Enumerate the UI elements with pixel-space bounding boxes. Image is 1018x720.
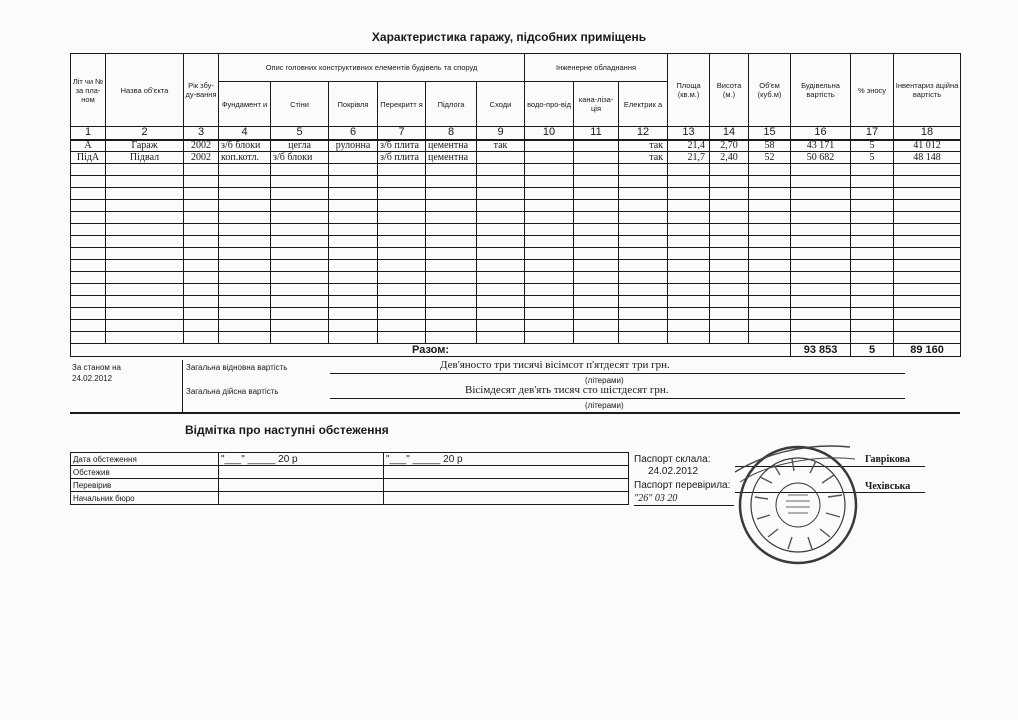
cell-walls: з/б блоки	[271, 152, 329, 164]
cell-area: 21,4	[668, 140, 710, 152]
cell-water	[525, 152, 574, 164]
cell-year: 2002	[184, 152, 219, 164]
empty-row	[71, 320, 961, 332]
column-number: 6	[329, 127, 378, 140]
column-number: 13	[668, 127, 710, 140]
header-year: Рік збу-ду-вання	[184, 54, 219, 127]
cell-build-cost: 50 682	[791, 152, 851, 164]
totals-wear: 5	[851, 344, 894, 357]
column-number: 17	[851, 127, 894, 140]
underline	[330, 398, 905, 399]
inspection-row-label: Дата обстеження	[71, 453, 219, 466]
passport-checked-label: Паспорт перевірила:	[634, 480, 731, 491]
header-build-cost: Будівельна вартість	[791, 54, 851, 127]
cell-ceiling: з/б плита	[378, 140, 426, 152]
cell-sewer	[574, 140, 619, 152]
column-number: 18	[894, 127, 961, 140]
header-stairs: Сходи	[477, 82, 525, 127]
actual-cost-label: Загальна дійсна вартість	[186, 387, 279, 396]
header-name: Назва об'єкта	[106, 54, 184, 127]
totals-inventory-cost: 89 160	[894, 344, 961, 357]
empty-row	[71, 200, 961, 212]
header-sewer: кана-ліза-ція	[574, 82, 619, 127]
cell-wear: 5	[851, 152, 894, 164]
passport-compiled-name: Гаврікова	[865, 454, 911, 465]
document-title: Характеристика гаражу, підсобних приміщень	[371, 30, 647, 44]
column-number: 16	[791, 127, 851, 140]
cell-water	[525, 140, 574, 152]
cell-name: Підвал	[106, 152, 184, 164]
empty-row	[71, 272, 961, 284]
empty-row	[71, 188, 961, 200]
passport-checked-date: "26" 03 20	[634, 493, 678, 504]
passport-compiled-date: 24.02.2012	[648, 466, 699, 477]
replacement-cost-value: Дев'яносто три тисячі вісімсот п'ятдесят три грн.	[440, 359, 670, 371]
cell-litera: ПідА	[71, 152, 106, 164]
column-number: 4	[219, 127, 271, 140]
cell-volume: 52	[749, 152, 791, 164]
passport-compiled-label: Паспорт склала:	[634, 454, 711, 465]
as-of-date: 24.02.2012	[72, 374, 113, 383]
header-inventory-cost: Інвентариз аційна вартість	[894, 54, 961, 127]
empty-row	[71, 224, 961, 236]
column-number: 5	[271, 127, 329, 140]
divider	[182, 360, 183, 412]
cell-ceiling: з/б плита	[378, 152, 426, 164]
characteristics-table	[70, 53, 961, 357]
empty-row	[71, 284, 961, 296]
empty-row	[71, 248, 961, 260]
inspection-table	[70, 452, 629, 505]
column-number: 9	[477, 127, 525, 140]
header-height: Висота (м.)	[710, 54, 749, 127]
cell-height: 2,70	[710, 140, 749, 152]
cell-inventory-cost: 48 148	[894, 152, 961, 164]
column-numbers-row	[71, 127, 961, 140]
empty-row	[71, 176, 961, 188]
inspection-row-label: Перевірив	[71, 479, 219, 492]
cell-electric: так	[619, 140, 668, 152]
totals-row	[71, 344, 961, 357]
table-row	[71, 152, 961, 164]
in-words-caption: (літерами)	[585, 376, 624, 385]
empty-row	[71, 212, 961, 224]
header-area: Площа (кв.м.)	[668, 54, 710, 127]
empty-row	[71, 296, 961, 308]
table-row	[71, 466, 629, 479]
inspection-row-label: Начальник бюро	[71, 492, 219, 505]
inspection-date-2: "___" _____ 20 р	[384, 453, 629, 466]
cell-stairs: так	[477, 140, 525, 152]
in-words-caption: (літерами)	[585, 401, 624, 410]
table-row	[71, 140, 961, 152]
column-number: 15	[749, 127, 791, 140]
cell-sewer	[574, 152, 619, 164]
column-number: 8	[426, 127, 477, 140]
cell-electric: так	[619, 152, 668, 164]
totals-build-cost: 93 853	[791, 344, 851, 357]
cell-stairs	[477, 152, 525, 164]
header-volume: Об'єм (куб.м)	[749, 54, 791, 127]
cell-foundation: з/б блоки	[219, 140, 271, 152]
underline	[330, 373, 905, 374]
inspection-title: Відмітка про наступні обстеження	[185, 423, 389, 437]
actual-cost-value: Вісімдесят дев'ять тисяч сто шістдесят грн.	[465, 384, 669, 396]
column-number: 7	[378, 127, 426, 140]
cell-area: 21,7	[668, 152, 710, 164]
empty-row	[71, 332, 961, 344]
header-foundation: Фундамент и	[219, 82, 271, 127]
inspection-row-label: Обстежив	[71, 466, 219, 479]
cell-walls: цегла	[271, 140, 329, 152]
divider	[70, 412, 960, 414]
cell-wear: 5	[851, 140, 894, 152]
header-ceiling: Перекритт я	[378, 82, 426, 127]
header-walls: Стіни	[271, 82, 329, 127]
column-number: 12	[619, 127, 668, 140]
column-number: 2	[106, 127, 184, 140]
cell-roof	[329, 152, 378, 164]
header-engineering-group: Інженерне обладнання	[525, 54, 668, 82]
header-electric: Електрик а	[619, 82, 668, 127]
official-stamp-icon	[730, 437, 865, 572]
column-number: 3	[184, 127, 219, 140]
header-construction-group: Опис головних конструктивних елементів будівель та споруд	[219, 54, 525, 82]
cell-litera: А	[71, 140, 106, 152]
empty-row	[71, 164, 961, 176]
header-roof: Покрівля	[329, 82, 378, 127]
column-number: 1	[71, 127, 106, 140]
cell-roof: рулонна	[329, 140, 378, 152]
cell-build-cost: 43 171	[791, 140, 851, 152]
header-wear: % зносу	[851, 54, 894, 127]
inspection-date-1: "___" _____ 20 р	[219, 453, 384, 466]
header-litera: Літ чи № за пла-ном	[71, 54, 106, 127]
header-water: водо-про-від	[525, 82, 574, 127]
totals-label: Разом:	[71, 344, 791, 357]
empty-row	[71, 308, 961, 320]
column-number: 10	[525, 127, 574, 140]
empty-row	[71, 236, 961, 248]
as-of-label: За станом на	[72, 363, 121, 372]
table-row	[71, 453, 629, 466]
cell-foundation: коп.котл.	[219, 152, 271, 164]
cell-floor: цементна	[426, 152, 477, 164]
replacement-cost-label: Загальна відновна вартість	[186, 363, 288, 372]
cell-height: 2,40	[710, 152, 749, 164]
cell-floor: цементна	[426, 140, 477, 152]
passport-checked-name: Чехівська	[865, 481, 911, 492]
empty-row	[71, 260, 961, 272]
cell-year: 2002	[184, 140, 219, 152]
column-number: 11	[574, 127, 619, 140]
cell-name: Гараж	[106, 140, 184, 152]
table-row	[71, 479, 629, 492]
cell-inventory-cost: 41 012	[894, 140, 961, 152]
underline	[634, 505, 734, 506]
header-floor: Підлога	[426, 82, 477, 127]
cell-volume: 58	[749, 140, 791, 152]
column-number: 14	[710, 127, 749, 140]
table-row	[71, 492, 629, 505]
